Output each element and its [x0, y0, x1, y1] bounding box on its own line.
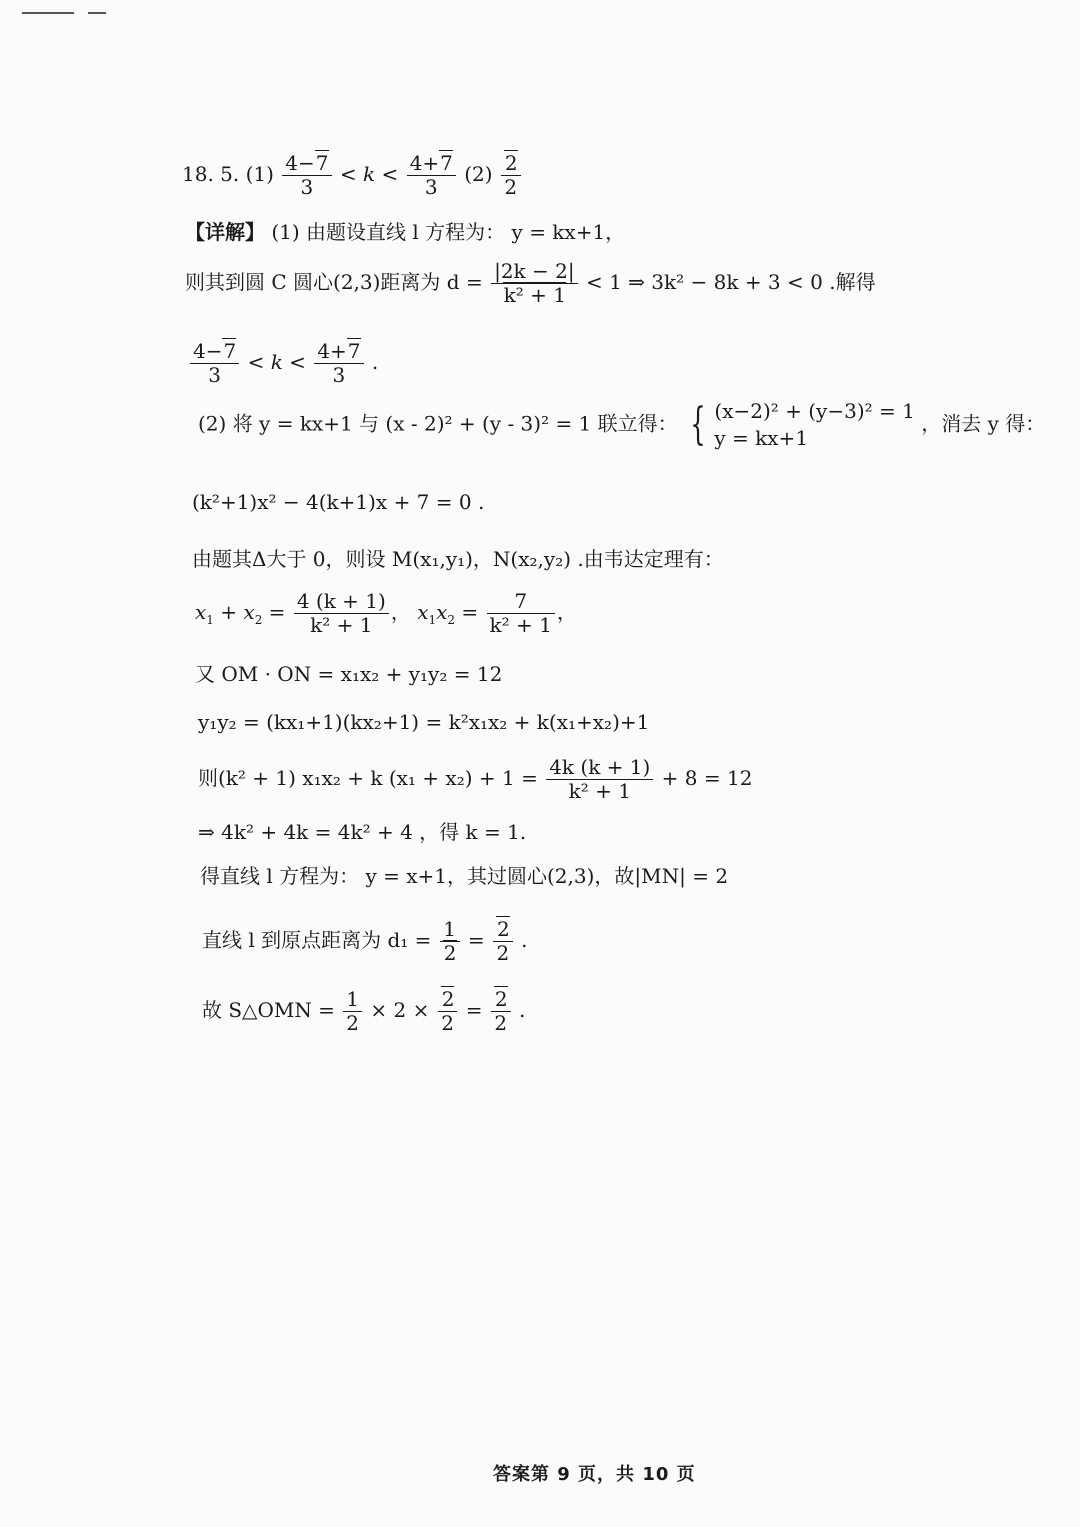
part-two-post: ，消去 y 得：: [921, 411, 1046, 436]
scan-mark-2: [88, 12, 106, 14]
vieta-intro: 由题其Δ大于 0，则设 M(x₁,y₁)，N(x₂,y₂) .由韦达定理有：: [192, 547, 724, 571]
scan-mark-1: [22, 12, 74, 14]
system-eq-1: (x−2)² + (y−3)² = 1: [714, 399, 915, 423]
part-two-pre: (2) 将 y = kx+1 与 (x - 2)² + (y - 3)² = 1 联立得：: [198, 411, 678, 436]
y-product-line: y₁y₂ = (kx₁+1)(kx₂+1) = k²x₁x₂ + k(x₁+x₂)+1: [198, 710, 650, 734]
line-l-equation: 得直线 l 方程为： y = x+1，其过圆心(2,3)，故|MN| = 2: [200, 864, 729, 888]
substitution-post: + 8 = 12: [661, 766, 753, 790]
equation-system: [714, 398, 914, 452]
part-two-line: (2) 将 y = kx+1 与 (x - 2)² + (y - 3)² = 1 联立得： { (x−2)² + (y−3)² = 1 y = kx+1 ，消去 y 得：: [198, 399, 1046, 450]
vieta-formulas: $x_1 + x_2$ = $\frac{4 (k + 1)}{\text{k² + 1}}$ ， $x_1x_2$ = $\frac{7}{\text{k² + 1}}$ ，: [195, 589, 577, 637]
area-line: 故 S△OMN = $\frac{1}{2}$ × 2 × $\frac{2}{2}$ = $\frac{2}{2}$ .: [202, 987, 526, 1035]
detail-line-1-text: (1) 由题设直线 l 方程为：: [271, 220, 506, 244]
distance-line-post: < 1 ⇒ 3k² − 8k + 3 < 0 .解得: [585, 270, 876, 294]
part-two-label: (2): [464, 162, 493, 186]
system-eq-2: y = kx+1: [714, 426, 809, 450]
page-footer: 答案第 9 页，共 10 页: [493, 1464, 696, 1485]
area-pre: 故 S△OMN =: [202, 998, 335, 1022]
answer-header: 18. 5. (1) $\frac{4-7}{3}$ < k < $\frac{4+7}{3}$ (2) $\frac{2}{2}$: [182, 152, 523, 199]
detail-label: 【详解】: [185, 220, 265, 244]
solve-k-line: ⇒ 4k² + 4k = 4k² + 4 ，得 k = 1.: [198, 820, 527, 844]
origin-distance-line: 直线 l 到原点距离为 d₁ = $\frac{1}{2}$ = $\frac{2}{2}$ .: [202, 917, 528, 965]
substitution-line: 则(k² + 1) x₁x₂ + k (x₁ + x₂) + 1 = $\frac{4k (k + 1)}{\text{k² + 1}}$ + 8 = 12: [198, 755, 753, 803]
dot-product-line: 又 OM · ON = x₁x₂ + y₁y₂ = 12: [195, 662, 503, 686]
quadratic-line: (k²+1)x² − 4(k+1)x + 7 = 0 .: [192, 490, 485, 514]
range-result: $\frac{4-7}{3}$ < k < $\frac{4+7}{3}$ .: [188, 340, 378, 387]
detail-line-1: [185, 216, 625, 245]
origin-distance-pre: 直线 l 到原点距离为 d₁ =: [202, 928, 432, 952]
substitution-pre: 则(k² + 1) x₁x₂ + k (x₁ + x₂) + 1 =: [198, 766, 538, 790]
line-equation: y = kx+1，: [511, 220, 626, 244]
distance-line-pre: 则其到圆 C 圆心(2,3)距离为 d =: [185, 270, 483, 294]
question-number: 18. 5. (1): [182, 162, 274, 186]
distance-line: 则其到圆 C 圆心(2,3)距离为 d = $\frac{|2k - 2|}{\text{k² + 1}}$ < 1 ⇒ 3k² − 8k + 3 < 0 .解得: [185, 259, 876, 307]
